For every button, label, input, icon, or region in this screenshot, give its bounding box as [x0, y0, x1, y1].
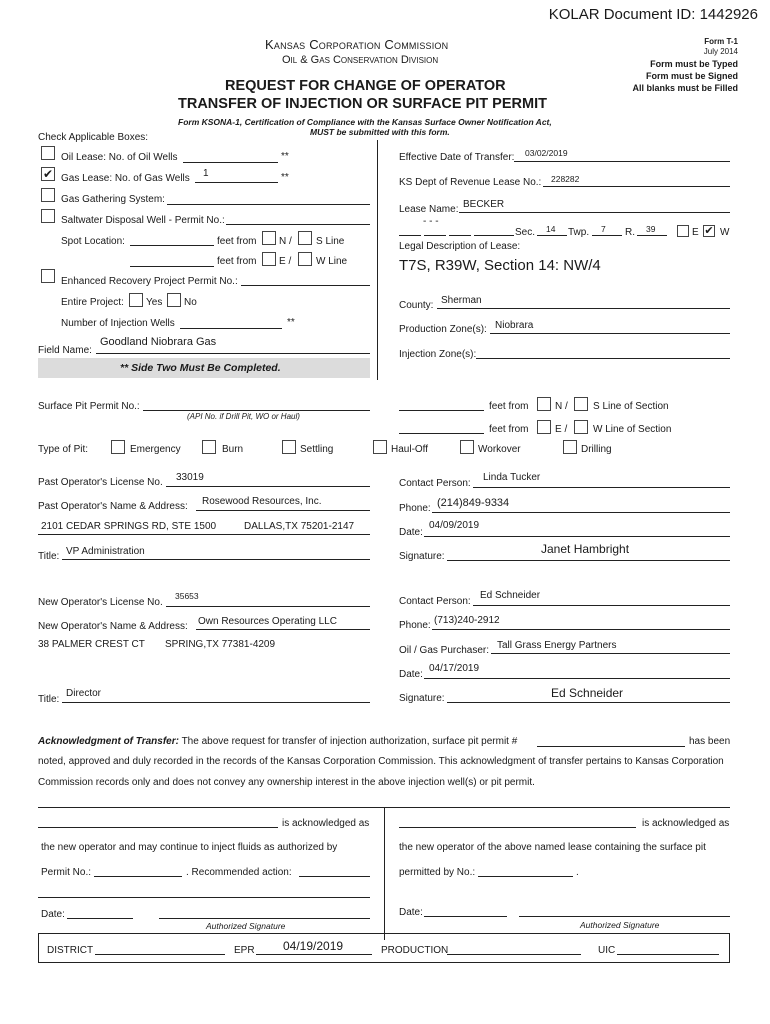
- enhanced-permit-field[interactable]: [241, 285, 370, 286]
- county-field[interactable]: [437, 308, 730, 309]
- routing-district-field[interactable]: [95, 954, 225, 955]
- pit-emergency-label: Emergency: [130, 444, 181, 455]
- lease-name-label: Lease Name:: [399, 204, 459, 215]
- ack-right-is-ack: is acknowledged as: [642, 818, 730, 829]
- new-title-label: Title:: [38, 694, 60, 705]
- new-date-field[interactable]: [424, 678, 730, 679]
- pit-settling-label: Settling: [300, 444, 334, 455]
- routing-epr-label: EPR: [234, 945, 255, 956]
- gas-wells-field[interactable]: [195, 182, 278, 183]
- gas-gathering-label: Gas Gathering System:: [61, 194, 165, 205]
- routing-epr-field[interactable]: [256, 954, 372, 955]
- ack-left-permit-label: Permit No.:: [41, 867, 92, 878]
- quarter-dashes: - - -: [423, 216, 439, 227]
- past-license-label: Past Operator's License No.: [38, 477, 163, 488]
- production-zone-field[interactable]: [490, 333, 730, 334]
- past-title-label: Title:: [38, 551, 60, 562]
- routing-production-field[interactable]: [447, 954, 581, 955]
- spot-e-label: E /: [279, 256, 292, 267]
- pit-type-label: Type of Pit:: [38, 444, 89, 455]
- past-name-label: Past Operator's Name & Address:: [38, 501, 188, 512]
- ack-lead: Acknowledgment of Transfer:: [38, 736, 179, 747]
- spot-feet-from-ns: feet from: [217, 236, 257, 247]
- quarter3-field[interactable]: [449, 235, 471, 236]
- range-field[interactable]: [637, 235, 667, 236]
- new-signature-field[interactable]: [447, 702, 730, 703]
- new-city: SPRING,TX 77381-4209: [165, 639, 276, 650]
- production-zone-label: Production Zone(s):: [399, 324, 487, 335]
- pit-workover-label: Workover: [478, 444, 521, 455]
- ack-right-text: the new operator of the above named lease containing the surface pit: [399, 842, 706, 853]
- pit-feet-ew-field[interactable]: [399, 433, 484, 434]
- ack-line1: [38, 736, 517, 747]
- ack-right-date-field[interactable]: [424, 916, 507, 917]
- spot-w-label: W Line: [316, 256, 348, 267]
- past-title-field[interactable]: [62, 559, 370, 560]
- ks-dept-field[interactable]: [543, 186, 730, 187]
- pit-w-label: W Line of Section: [593, 424, 672, 435]
- spot-w-checkbox[interactable]: [298, 252, 312, 266]
- ack-right-name-field[interactable]: [399, 827, 636, 828]
- pit-burn-label: Burn: [222, 444, 244, 455]
- county-label: County:: [399, 300, 434, 311]
- form-subtitle-line1: Form KSONA-1, Certification of Compliance with the Kansas Surface Owner Notification Act,: [178, 117, 552, 127]
- entire-project-no-checkbox[interactable]: [167, 293, 181, 307]
- pit-e-checkbox[interactable]: [537, 420, 551, 434]
- field-name-value: Goodland Niobrara Gas: [100, 336, 217, 348]
- ack-has-been: has been: [689, 736, 731, 747]
- ack-right-date-label: Date:: [399, 907, 423, 918]
- new-title-field[interactable]: [62, 702, 370, 703]
- injection-zone-field[interactable]: [476, 358, 730, 359]
- pit-burn-checkbox[interactable]: [202, 440, 216, 454]
- saltwater-label: Saltwater Disposal Well - Permit No.:: [61, 215, 225, 226]
- past-license-value: 33019: [176, 472, 204, 483]
- new-purchaser-field[interactable]: [491, 653, 730, 654]
- ack-left-action-field[interactable]: [299, 876, 370, 877]
- surface-pit-field[interactable]: [143, 410, 370, 411]
- pit-workover-checkbox[interactable]: [460, 440, 474, 454]
- new-license-field[interactable]: [166, 606, 370, 607]
- range-e-checkbox[interactable]: [677, 225, 689, 237]
- form-title-line2: TRANSFER OF INJECTION OR SURFACE PIT PERMIT: [178, 96, 547, 112]
- past-signature-value: Janet Hambright: [541, 542, 630, 556]
- agency-name: Kansas Corporation Commission: [265, 37, 449, 52]
- gas-gathering-field[interactable]: [167, 204, 370, 205]
- pit-hauloff-label: Haul-Off: [391, 444, 429, 455]
- form-note-signed: Form must be Signed: [645, 71, 738, 81]
- api-note: (API No. if Drill Pit, WO or Haul): [187, 412, 300, 421]
- lease-name-value: BECKER: [463, 199, 505, 210]
- pit-w-checkbox[interactable]: [574, 420, 588, 434]
- sec-field[interactable]: [537, 235, 567, 236]
- new-date-label: Date:: [399, 669, 423, 680]
- new-license-value: 35653: [175, 591, 199, 601]
- ack-left-signature-field[interactable]: [159, 918, 370, 919]
- spot-s-label: S Line: [316, 236, 345, 247]
- past-date-field[interactable]: [424, 536, 730, 537]
- ack-right-period: .: [576, 867, 579, 878]
- oil-lease-label: Oil Lease: No. of Oil Wells: [61, 152, 178, 163]
- entire-project-yes-checkbox[interactable]: [129, 293, 143, 307]
- pit-s-label: S Line of Section: [593, 401, 669, 412]
- bottom-divider: [384, 807, 385, 940]
- gas-wells-value: 1: [203, 168, 209, 179]
- saltwater-permit-field[interactable]: [226, 224, 370, 225]
- injection-wells-label: Number of Injection Wells: [61, 318, 175, 329]
- twp-label: Twp.: [568, 227, 590, 238]
- past-signature-label: Signature:: [399, 551, 445, 562]
- new-title-value: Director: [66, 688, 102, 699]
- spot-e-checkbox[interactable]: [262, 252, 276, 266]
- past-phone-field[interactable]: [432, 512, 730, 513]
- new-name-label: New Operator's Name & Address:: [38, 621, 188, 632]
- sec-value: 14: [546, 224, 556, 234]
- new-contact-field[interactable]: [473, 605, 730, 606]
- pit-s-checkbox[interactable]: [574, 397, 588, 411]
- past-city: DALLAS,TX 75201-2147: [244, 521, 355, 532]
- range-e-label: E: [692, 227, 699, 238]
- ack-line2: noted, approved and duly recorded in the records of the Kansas Corporation Commission. This acknowledgment of transfer pertains to Kansas Corporation: [38, 756, 724, 767]
- form-number: Form T-1: [704, 37, 738, 46]
- pit-drilling-checkbox[interactable]: [563, 440, 577, 454]
- spot-n-checkbox[interactable]: [262, 231, 276, 245]
- lease-name-field[interactable]: [459, 212, 730, 213]
- new-contact-value: Ed Schneider: [480, 590, 541, 601]
- range-label: R.: [625, 227, 635, 238]
- legal-description-value: T7S, R39W, Section 14: NW/4: [399, 257, 601, 274]
- range-w-label: W: [720, 227, 730, 238]
- spot-n-label: N /: [279, 236, 292, 247]
- new-purchaser-label: Oil / Gas Purchaser:: [399, 645, 490, 656]
- spot-s-checkbox[interactable]: [298, 231, 312, 245]
- routing-district-label: DISTRICT: [47, 945, 94, 956]
- county-value: Sherman: [441, 295, 482, 306]
- entire-project-no-label: No: [184, 297, 197, 308]
- quarter2-field[interactable]: [424, 235, 446, 236]
- new-phone-label: Phone:: [399, 620, 431, 631]
- sec-label: Sec.: [515, 227, 536, 238]
- past-address: 2101 CEDAR SPRINGS RD, STE 1500: [41, 521, 217, 532]
- ack-right-permitted-label: permitted by No.:: [399, 867, 476, 878]
- ack-left-text: the new operator and may continue to inject fluids as authorized by: [41, 842, 338, 853]
- enhanced-recovery-label: Enhanced Recovery Project Permit No.:: [61, 276, 238, 287]
- past-phone-label: Phone:: [399, 503, 431, 514]
- new-phone-field[interactable]: [432, 629, 730, 630]
- routing-epr-date: 04/19/2019: [283, 939, 344, 953]
- quarter4-field[interactable]: [474, 235, 514, 236]
- new-address: 38 PALMER CREST CT: [38, 639, 145, 650]
- surface-pit-label: Surface Pit Permit No.:: [38, 401, 140, 412]
- ack-right-signature-field[interactable]: [519, 916, 730, 917]
- range-value: 39: [646, 224, 656, 234]
- form-note-blanks: All blanks must be Filled: [632, 83, 738, 93]
- ack-line3: Commission records only and does not convey any ownership interest in the above injection well(s) or pit permit.: [38, 777, 535, 788]
- effective-date-field[interactable]: [514, 161, 730, 162]
- entire-project-label: Entire Project:: [61, 297, 124, 308]
- routing-uic-field[interactable]: [617, 954, 719, 955]
- field-name-label: Field Name:: [38, 345, 92, 356]
- past-name-field[interactable]: [196, 510, 370, 511]
- past-date-value: 04/09/2019: [429, 520, 480, 531]
- gas-wells-note: **: [281, 172, 289, 183]
- side-two-notice: ** Side Two Must Be Completed.: [120, 362, 281, 374]
- routing-production-label: PRODUCTION: [381, 945, 449, 956]
- past-signature-field[interactable]: [447, 560, 730, 561]
- division-name: Oil & Gas Conservation Division: [282, 54, 439, 66]
- ack-left-recommended: . Recommended action:: [186, 867, 292, 878]
- new-license-label: New Operator's License No.: [38, 597, 163, 608]
- injection-zone-label: Injection Zone(s):: [399, 349, 477, 360]
- past-date-label: Date:: [399, 527, 423, 538]
- pit-drilling-label: Drilling: [581, 444, 612, 455]
- ack-left-name-field[interactable]: [38, 827, 278, 828]
- oil-lease-checkbox[interactable]: [41, 146, 55, 160]
- form-note-typed: Form must be Typed: [650, 59, 738, 69]
- pit-e-label: E /: [555, 424, 568, 435]
- pit-hauloff-checkbox[interactable]: [373, 440, 387, 454]
- new-signature-value: Ed Schneider: [551, 686, 624, 700]
- ack-permit-field[interactable]: [537, 746, 685, 747]
- effective-date-value: 03/02/2019: [525, 148, 568, 158]
- entire-project-yes-label: Yes: [146, 297, 163, 308]
- new-signature-label: Signature:: [399, 693, 445, 704]
- new-name-value: Own Resources Operating LLC: [198, 616, 337, 627]
- past-phone-value: (214)849-9334: [437, 497, 510, 509]
- past-license-field[interactable]: [166, 486, 370, 487]
- twp-field[interactable]: [592, 235, 622, 236]
- ack-left-date-field[interactable]: [67, 918, 133, 919]
- past-contact-label: Contact Person:: [399, 478, 471, 489]
- new-date-value: 04/17/2019: [429, 663, 480, 674]
- past-name-value: Rosewood Resources, Inc.: [202, 496, 322, 507]
- oil-wells-note: **: [281, 151, 289, 162]
- gas-lease-label: Gas Lease: No. of Gas Wells: [61, 173, 190, 184]
- oil-wells-field[interactable]: [183, 162, 278, 163]
- form-subtitle-line2: MUST be submitted with this form.: [310, 127, 450, 137]
- column-divider: [377, 140, 378, 380]
- effective-date-label: Effective Date of Transfer:: [399, 152, 515, 163]
- spot-feet-from-ew: feet from: [217, 256, 257, 267]
- ack-left-is-ack: is acknowledged as: [282, 818, 370, 829]
- pit-n-label: N /: [555, 401, 568, 412]
- gas-lease-checkbox[interactable]: ✔: [42, 167, 54, 181]
- ack-left-action-field-2[interactable]: [38, 897, 370, 898]
- pit-emergency-checkbox[interactable]: [111, 440, 125, 454]
- new-purchaser-value: Tall Grass Energy Partners: [497, 640, 617, 651]
- ack-left-date-label: Date:: [41, 909, 65, 920]
- document-id: KOLAR Document ID: 1442926: [548, 6, 758, 23]
- spot-feet-ns-field[interactable]: [130, 245, 214, 246]
- legal-description-label: Legal Description of Lease:: [399, 241, 521, 252]
- past-contact-value: Linda Tucker: [483, 472, 541, 483]
- production-zone-value: Niobrara: [495, 320, 534, 331]
- pit-feet-ns-field[interactable]: [399, 410, 484, 411]
- ack-left-auth-sig: Authorized Signature: [206, 921, 286, 931]
- spot-location-label: Spot Location:: [61, 236, 125, 247]
- ks-dept-label: KS Dept of Revenue Lease No.:: [399, 177, 542, 188]
- gas-gathering-checkbox[interactable]: [41, 188, 55, 202]
- new-name-field[interactable]: [196, 629, 370, 630]
- twp-value: 7: [601, 224, 606, 234]
- new-phone-value: (713)240-2912: [434, 615, 500, 626]
- pit-feet-from-ns: feet from: [489, 401, 529, 412]
- past-contact-field[interactable]: [473, 487, 730, 488]
- range-w-checkbox[interactable]: ✔: [704, 225, 714, 237]
- injection-wells-field[interactable]: [180, 328, 282, 329]
- routing-uic-label: UIC: [598, 945, 616, 956]
- past-address-field[interactable]: [38, 534, 370, 535]
- ack-left-permit-field[interactable]: [94, 876, 182, 877]
- ack-right-auth-sig: Authorized Signature: [580, 920, 660, 930]
- enhanced-recovery-checkbox[interactable]: [41, 269, 55, 283]
- check-boxes-label: Check Applicable Boxes:: [38, 132, 149, 143]
- pit-n-checkbox[interactable]: [537, 397, 551, 411]
- past-title-value: VP Administration: [66, 546, 145, 557]
- quarter1-field[interactable]: [399, 235, 421, 236]
- field-name-field[interactable]: [96, 353, 370, 354]
- form-title-line1: REQUEST FOR CHANGE OF OPERATOR: [225, 78, 506, 94]
- spot-feet-ew-field[interactable]: [130, 266, 214, 267]
- ack-right-permit-field[interactable]: [478, 876, 573, 877]
- pit-settling-checkbox[interactable]: [282, 440, 296, 454]
- injection-wells-note: **: [287, 317, 295, 328]
- pit-feet-from-ew: feet from: [489, 424, 529, 435]
- new-contact-label: Contact Person:: [399, 596, 471, 607]
- ack-text1: The above request for transfer of injection authorization, surface pit permit #: [181, 736, 518, 747]
- ks-dept-value: 228282: [551, 174, 580, 184]
- form-date: July 2014: [703, 47, 738, 56]
- saltwater-checkbox[interactable]: [41, 209, 55, 223]
